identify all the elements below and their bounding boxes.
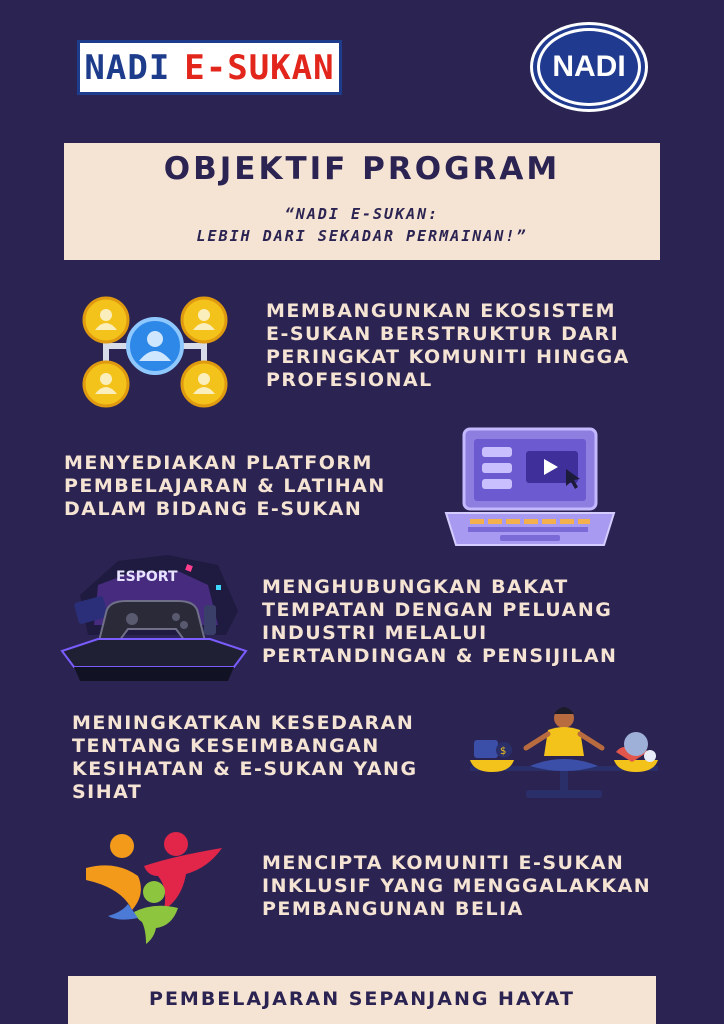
nadi-esukan-logo bbox=[77, 40, 342, 95]
logo-part2: E-SUKAN bbox=[184, 47, 335, 88]
title-panel bbox=[64, 143, 660, 260]
objective-4-text: MENINGKATKAN KESEDARAN TENTANG KESEIMBANGAN KESIHATAN & E-SUKAN YANG SIHAT bbox=[72, 712, 418, 803]
esport-label: ESPORT bbox=[116, 569, 178, 585]
svg-text:$: $ bbox=[500, 746, 507, 757]
page-subtitle: “NADI E-SUKAN: LEBIH DARI SEKADAR PERMAINAN!” bbox=[196, 205, 528, 245]
objective-2-text: MENYEDIAKAN PLATFORM PEMBELAJARAN & LATIHAN DALAM BIDANG E-SUKAN bbox=[64, 452, 386, 520]
network-people-icon bbox=[75, 295, 235, 410]
objective-1-text: MEMBANGUNKAN EKOSISTEM E-SUKAN BERSTRUKTUR DARI PERINGKAT KOMUNITI HINGGA PROFESIONAL bbox=[266, 300, 630, 391]
objective-3-text: MENGHUBUNGKAN BAKAT TEMPATAN DENGAN PELUANG INDUSTRI MELALUI PERTANDINGAN & PENSIJILAN bbox=[262, 576, 618, 667]
logo-part1: NADI bbox=[84, 47, 171, 88]
balance-meditation-icon bbox=[464, 700, 664, 804]
page-title: OBJEKTIF PROGRAM bbox=[163, 151, 561, 187]
nadi-badge-text: NADI bbox=[537, 28, 641, 106]
nadi-badge bbox=[530, 22, 648, 112]
laptop-video-icon bbox=[440, 425, 620, 547]
community-people-icon bbox=[80, 826, 230, 944]
footer-banner: PEMBELAJARAN SEPANJANG HAYAT bbox=[68, 976, 656, 1024]
esport-stage-icon bbox=[58, 555, 250, 685]
objective-5-text: MENCIPTA KOMUNITI E-SUKAN INKLUSIF YANG MENGGALAKKAN PEMBANGUNAN BELIA bbox=[262, 852, 652, 920]
